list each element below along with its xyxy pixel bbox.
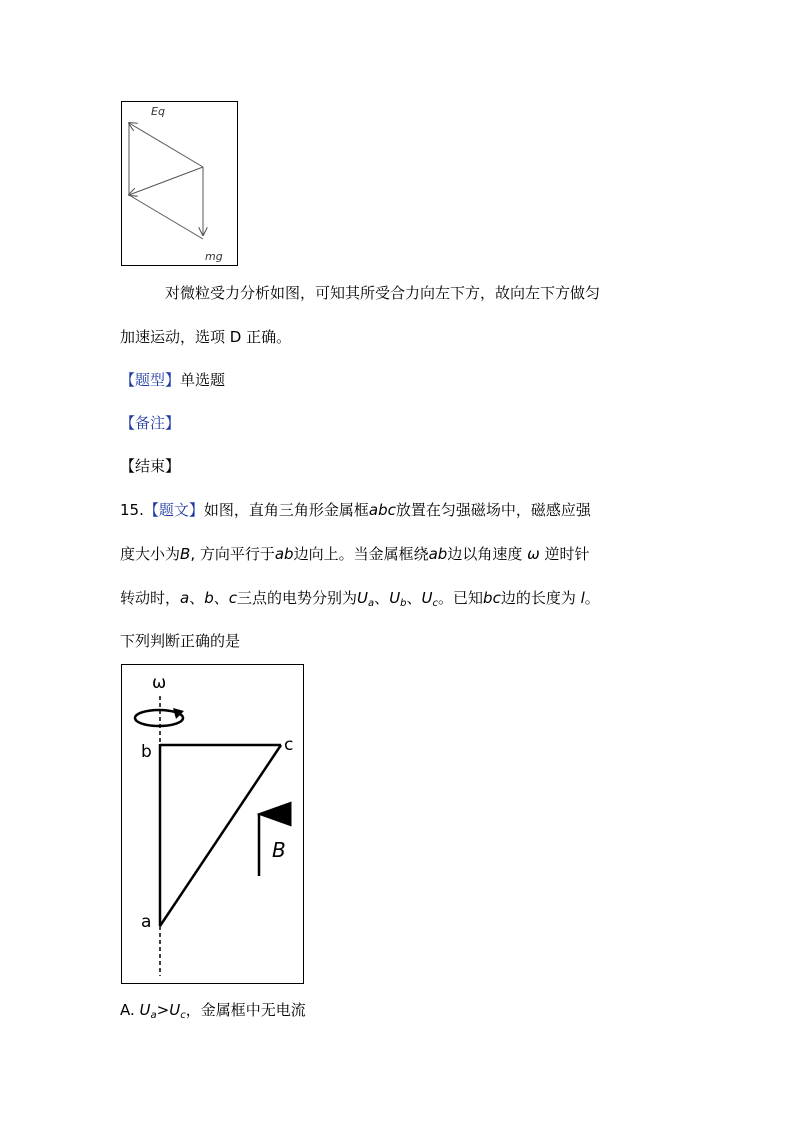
question-type-value: 单选题	[180, 371, 226, 389]
q15-text: 边以角速度	[447, 545, 523, 563]
question-text-tag: 【题文】	[143, 501, 204, 519]
q15-sub: b	[400, 598, 407, 609]
mg-label: mg	[205, 250, 223, 263]
q15-text: 、	[374, 589, 390, 607]
q15-text: 。	[584, 589, 600, 607]
option-var-U: U	[139, 1001, 151, 1019]
option-sub: a	[150, 1010, 157, 1021]
question-type-row	[120, 370, 225, 390]
omega-label: ω	[152, 673, 167, 693]
q15-var-ab: ab	[428, 545, 448, 563]
eq-label: Eq	[151, 105, 165, 118]
q15-var-ab: ab	[274, 545, 294, 563]
question-number: 15.	[120, 501, 144, 519]
q15-text: 边向上。当金属框绕	[293, 545, 429, 563]
triangle-frame-diagram	[121, 664, 305, 986]
q15-var-abc: abc	[368, 501, 396, 519]
option-text: >	[156, 1001, 170, 1019]
q15-text: 逆时针	[544, 545, 590, 563]
q15-var-b: b	[204, 589, 214, 607]
figure-frame	[122, 102, 238, 266]
q15-var-a: a	[180, 589, 190, 607]
q15-text: , 方向平行于	[190, 545, 275, 563]
q15-var-U: U	[389, 589, 401, 607]
q15-var-c: c	[228, 589, 238, 607]
question-15-line-4: 下列判断正确的是	[120, 632, 241, 650]
q15-var-U: U	[421, 589, 433, 607]
q15-text: 、	[406, 589, 422, 607]
option-var-U: U	[169, 1001, 181, 1019]
option-text: ，金属框中无电流	[185, 1001, 306, 1019]
question-15-line-2	[120, 544, 589, 564]
q15-text: 、	[189, 589, 205, 607]
option-letter: A.	[120, 1001, 135, 1019]
q15-text: 转动时，	[120, 589, 181, 607]
vertex-b-label: b	[141, 742, 152, 762]
option-a	[120, 1000, 306, 1026]
note-tag: 【备注】	[120, 414, 181, 432]
end-tag: 【结束】	[120, 457, 181, 475]
q15-text: 放置在匀强磁场中，磁感应强	[395, 501, 591, 519]
option-sub: c	[180, 1010, 186, 1021]
q15-var-omega: ω	[527, 545, 540, 563]
field-B-label: B	[272, 838, 286, 862]
vertex-a-label: a	[141, 912, 152, 932]
force-diagram	[121, 101, 239, 267]
q15-text: 三点的电势分别为	[237, 589, 358, 607]
figure-frame	[122, 665, 304, 984]
paragraph-line-2: 加速运动，选项 D 正确。	[120, 328, 292, 346]
question-type-tag: 【题型】	[120, 371, 181, 389]
q15-sub: c	[432, 598, 439, 609]
q15-text: 边的长度为	[500, 589, 576, 607]
q15-text: 如图，直角三角形金属框	[203, 501, 369, 519]
q15-var-U: U	[357, 589, 369, 607]
question-15-line-1	[120, 500, 591, 520]
q15-var-B: B	[180, 545, 191, 563]
question-15-line-3	[120, 588, 600, 614]
q15-sub: a	[368, 598, 375, 609]
q15-var-bc: bc	[483, 589, 501, 607]
q15-text: 、	[213, 589, 229, 607]
q15-text: 度大小为	[120, 545, 181, 563]
q15-text: 。已知	[438, 589, 484, 607]
paragraph-line-1: 对微粒受力分析如图，可知其所受合力向左下方，故向左下方做匀	[165, 284, 601, 302]
vertex-c-label: c	[284, 735, 294, 755]
q15-var-l: l	[580, 589, 585, 607]
